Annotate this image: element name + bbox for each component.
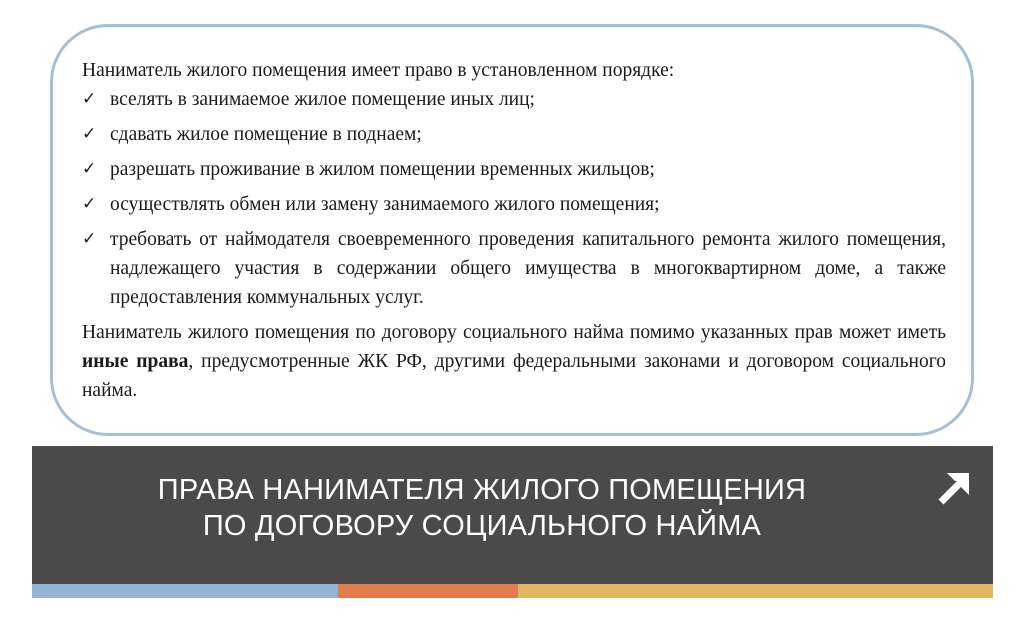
content-text [82,56,946,405]
title-line-2: ПО ДОГОВОРУ СОЦИАЛЬНОГО НАЙМА [202,510,762,542]
list-item-text: разрешать проживание в жилом помещении временных жильцов; [110,159,655,180]
closing-text-end: , предусмотренные ЖК РФ, другими федеральными законами и договором социального найма. [82,351,946,401]
list-item [82,190,946,219]
list-item [82,225,946,312]
list-item [82,155,946,184]
check-icon: ✓ [82,229,97,249]
closing-bold-text: иные права [82,351,189,372]
stripe-blue [32,584,338,598]
list-item-text: осуществлять обмен или замену занимаемого жилого помещения; [110,194,660,215]
page-title [32,472,932,544]
title-banner [32,446,993,584]
check-icon: ✓ [82,124,97,144]
check-icon: ✓ [82,194,97,214]
list-item [82,120,946,149]
list-item-text: вселять в занимаемое жилое помещение иных лиц; [110,89,535,110]
check-icon: ✓ [82,89,97,109]
check-icon: ✓ [82,159,97,179]
closing-text-start: Наниматель жилого помещения по договору социального найма помимо указанных прав может иметь [82,322,946,343]
closing-paragraph [82,318,946,405]
stripe-orange [338,584,518,598]
title-line-1: ПРАВА НАНИМАТЕЛЯ ЖИЛОГО ПОМЕЩЕНИЯ [157,474,807,506]
rights-list [82,85,946,312]
intro-text: Наниматель жилого помещения имеет право в установленном порядке: [82,60,675,81]
stripe-yellow [518,584,993,598]
list-item-text: требовать от наймодателя своевременного проведения капитального ремонта жилого помещения, надлежащего участия в содержании общего имущества в многоквартирном доме, а также предоставления коммунальных услуг. [110,229,946,308]
list-item [82,85,946,114]
list-item-text: сдавать жилое помещение в поднаем; [110,124,422,145]
arrow-up-right-icon [935,468,973,506]
